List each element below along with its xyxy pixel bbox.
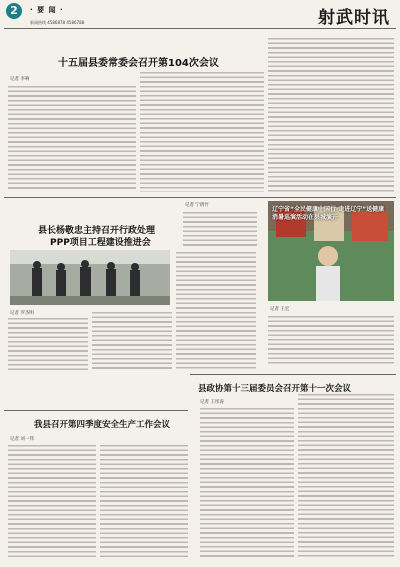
article-headline: 县长杨敬忠主持召开行政处理: [38, 226, 156, 236]
meeting-photo: [10, 250, 170, 305]
section-divider: [190, 374, 396, 375]
article-headline: 我县召开第四季度安全生产工作会议: [34, 420, 171, 430]
article-body: [8, 318, 88, 370]
section-divider: [4, 410, 188, 411]
article-body: [140, 72, 264, 192]
article-body: [200, 408, 294, 558]
article-byline: 记者 王宏: [270, 307, 290, 312]
section-label: · 要 闻 ·: [30, 6, 64, 14]
meeting-photo-illustration: [10, 250, 170, 305]
article-subheadline: PPP项目工程建设推进会: [50, 238, 151, 248]
health-event-headline: 辽宁省“全民健康中国行·走进辽宁”送健康消暑巡演活动在县城演开: [272, 206, 385, 221]
article-byline: 记者 宁倩竹: [185, 203, 209, 208]
page-number-badge: 2: [6, 3, 22, 19]
hotline-info: 新闻热线 4586878 4586788: [30, 20, 85, 25]
article-body: [183, 212, 257, 248]
article-body: [176, 252, 256, 370]
article-body: [268, 316, 394, 366]
newspaper-masthead: 射武时讯: [318, 8, 390, 28]
article-headline: 县政协第十三届委员会召开第十一次会议: [198, 384, 352, 394]
article-body: [298, 394, 394, 558]
article-byline: 记者 李响: [10, 77, 30, 82]
article-byline: 记者 王彤涛: [200, 400, 224, 405]
article-body: [100, 445, 188, 559]
article-body: [92, 312, 172, 370]
article-body: [8, 445, 96, 559]
article-headline: 十五届县委常委会召开第104次会议: [58, 58, 219, 69]
article-body: [268, 38, 394, 192]
header-divider: [4, 28, 396, 29]
article-byline: 记者 罗杰明: [10, 311, 34, 316]
article-byline: 记者 刘一伟: [10, 437, 34, 442]
section-divider: [4, 197, 396, 198]
article-body: [8, 86, 136, 192]
